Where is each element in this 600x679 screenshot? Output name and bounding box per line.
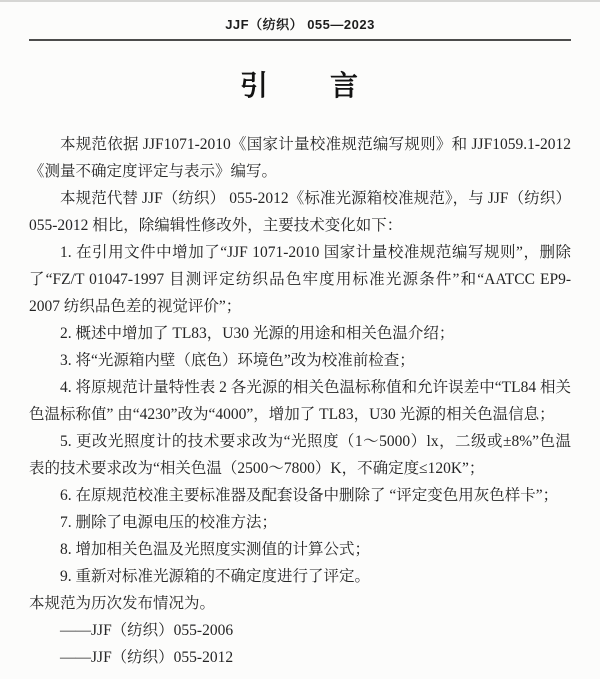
- running-header: JJF（纺织） 055—2023: [29, 2, 571, 41]
- change-item: 1. 在引用文件中增加了“JJF 1071-2010 国家计量校准规范编写规则”，删除了“FZ/T 01047-1997 目测评定纺织品色牢度用标准光源条件”和“AATCC EP9-2007 纺织品色差的视觉评价”；: [29, 244, 571, 315]
- change-item: 4. 将原规范计量特性表 2 各光源的相关色温标称值和允许误差中“TL84 相关色温标称值” 由“4230”改为“4000”，增加了 TL83，U30 光源的相关色温信息；: [29, 379, 571, 423]
- change-item: 6. 在原规范校准主要标准器及配套设备中删除了 “评定变色用灰色样卡”；: [60, 487, 559, 504]
- change-item: 8. 增加相关色温及光照度实测值的计算公式；: [60, 541, 371, 558]
- page-title: 引 言: [239, 70, 360, 101]
- history-item: ——JJF（纺织）055-2006: [60, 622, 234, 639]
- history-item: ——JJF（纺织）055-2012: [60, 649, 234, 666]
- intro-paragraph: 本规范依据 JJF1071-2010《国家计量校准规范编写规则》和 JJF1059.1-2012《测量不确定度评定与表示》编写。: [29, 136, 571, 180]
- change-item: 7. 删除了电源电压的校准方法；: [60, 514, 278, 531]
- document-body: [29, 131, 571, 671]
- change-item: 9. 重新对标准光源箱的不确定度进行了评定。: [60, 568, 371, 585]
- change-item: 2. 概述中增加了 TL83，U30 光源的用途和相关色温介绍；: [60, 325, 455, 342]
- change-item: 5. 更改光照度计的技术要求改为“光照度（1～5000）lx，二级或±8%”色温表的技术要求改为“相关色温（2500～7800）K，不确定度≤120K”；: [29, 433, 571, 477]
- history-intro: 本规范为历次发布情况为。: [29, 595, 216, 612]
- intro-paragraph: 本规范代替 JJF（纺织） 055-2012《标准光源箱校准规范》，与 JJF（纺织）055-2012 相比，除编辑性修改外，主要技术变化如下：: [29, 190, 571, 234]
- change-item: 3. 将“光源箱内壁（底色）环境色”改为校准前检查；: [60, 352, 415, 369]
